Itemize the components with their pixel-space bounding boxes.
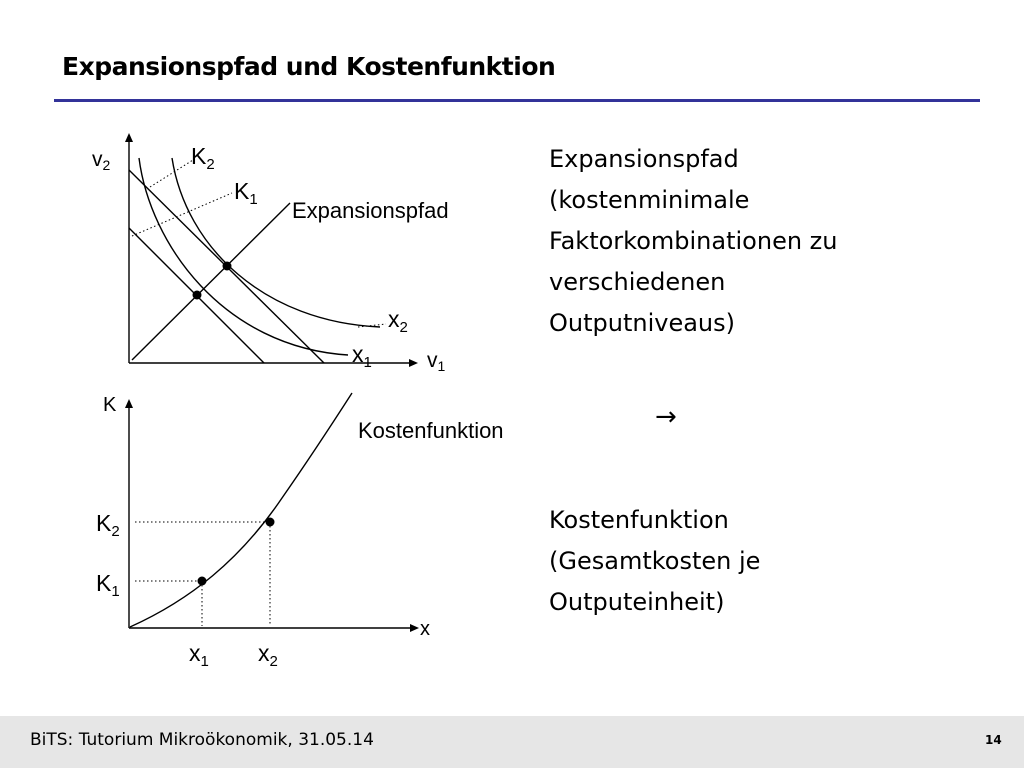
k2-tick-label: $K_2$ (96, 510, 120, 540)
slide-title: Expansionspfad und Kostenfunktion (62, 52, 556, 81)
x2-tick-label: $x_2$ (258, 640, 278, 670)
tangency-point-1 (193, 291, 202, 300)
page-number: 14 (985, 733, 1002, 747)
cost-point-2 (266, 518, 275, 527)
k1-leader (132, 193, 232, 236)
v2-axis-label: v2 (92, 148, 111, 173)
expansion-path-label: Expansionspfad (292, 198, 449, 223)
v2-axis-arrowhead (125, 133, 133, 142)
v1-axis-arrowhead (409, 359, 418, 367)
x-axis-label: x (420, 618, 430, 640)
explanation-line: Outputeinheit) (549, 588, 725, 616)
right-arrow-icon: → (655, 402, 677, 432)
cost-function-label: Kostenfunktion (358, 418, 504, 443)
explanation-line: Faktorkombinationen zu (549, 227, 838, 255)
cost-point-1 (198, 577, 207, 586)
footer-bar (0, 716, 1024, 768)
x2-isoquant-label: $x_2$ (388, 306, 408, 336)
explanation-line: (kostenminimale (549, 186, 750, 214)
explanation-line: verschiedenen (549, 268, 726, 296)
explanation-line: Expansionspfad (549, 145, 739, 173)
expansion-path-explanation (549, 139, 837, 344)
footer-text: BiTS: Tutorium Mikroökonomik, 31.05.14 (30, 730, 374, 750)
v1-axis-label: v1 (427, 349, 446, 374)
k2-label: $K_2$ (191, 143, 215, 173)
x1-tick-label: $x_1$ (189, 640, 209, 670)
k2-leader (150, 160, 193, 187)
explanation-line: Kostenfunktion (549, 506, 729, 534)
x-axis-arrowhead (410, 624, 419, 632)
k1-tick-label: $K_1$ (96, 570, 120, 600)
k-axis-label: K (103, 394, 117, 416)
explanation-line: (Gesamtkosten je (549, 547, 761, 575)
x1-isoquant-label: $x_1$ (352, 341, 372, 371)
top-diagram (125, 133, 418, 367)
cost-function-explanation (549, 500, 760, 623)
cost-function-curve (130, 393, 352, 627)
tangency-point-2 (223, 262, 232, 271)
expansion-path (132, 203, 290, 360)
k-axis-arrowhead (125, 399, 133, 408)
explanation-line: Outputniveaus) (549, 309, 735, 337)
k1-label: $K_1$ (234, 178, 258, 208)
